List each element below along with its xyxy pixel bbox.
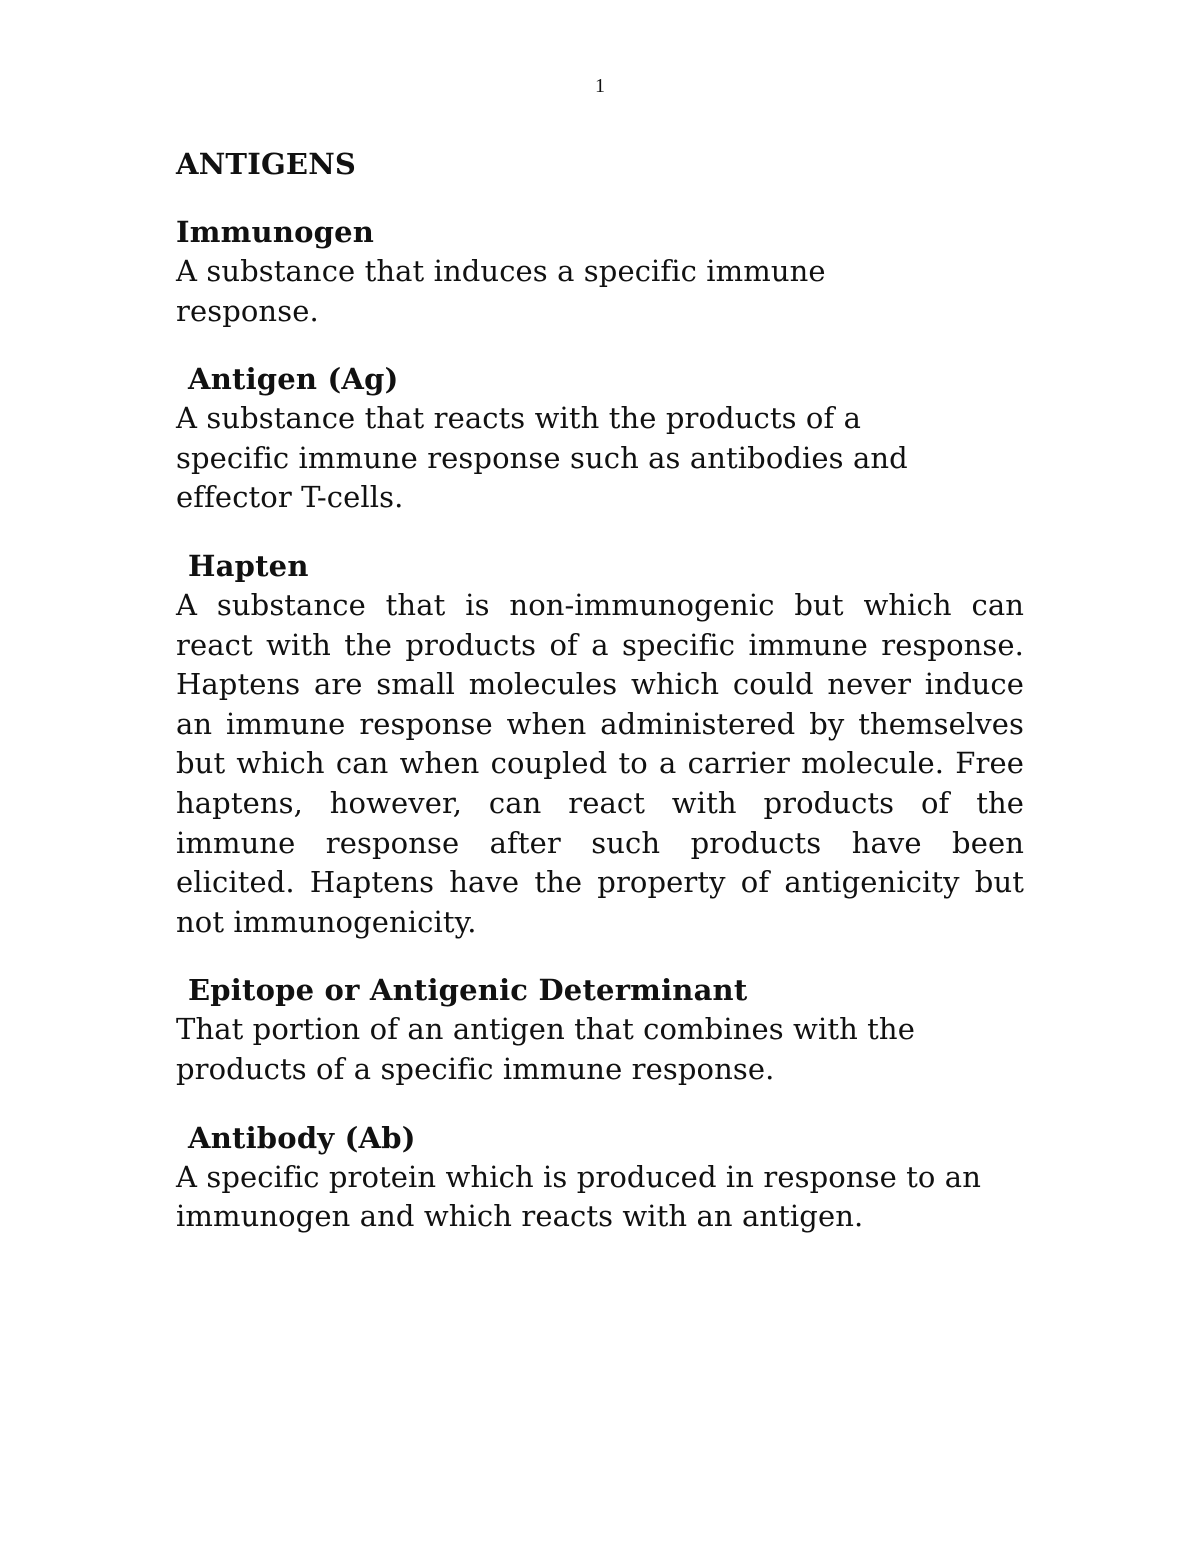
term-antibody bbox=[176, 1118, 1026, 1237]
term-heading-antigen: Antigen (Ag) bbox=[188, 362, 399, 397]
term-definition-immunogen: A substance that induces a specific immune response. bbox=[176, 254, 826, 328]
term-heading-epitope: Epitope or Antigenic Determinant bbox=[188, 973, 748, 1008]
term-heading-immunogen: Immunogen bbox=[176, 215, 375, 249]
term-hapten bbox=[176, 546, 1026, 942]
term-immunogen bbox=[176, 212, 1026, 331]
document-title: ANTIGENS bbox=[176, 147, 357, 181]
term-heading-antibody: Antibody (Ab) bbox=[188, 1120, 416, 1155]
term-antigen bbox=[176, 359, 1026, 518]
page-number: 1 bbox=[595, 75, 605, 97]
document-content bbox=[176, 144, 1026, 1237]
term-epitope bbox=[176, 970, 1026, 1089]
term-definition-hapten: A substance that is non-immunogenic but which can react with the products of a specific immune response. Haptens are small molecules which could never induce an immune response when administered by themselves but which can when coupled to a carrier molecule. Free haptens, however, can react with products of the immune response after such products have been elicited. Haptens have the property of antigenicity but not immunogenicity. bbox=[176, 587, 1024, 939]
term-definition-epitope: That portion of an antigen that combines with the products of a specific immune response. bbox=[176, 1012, 915, 1086]
term-definition-antibody: A specific protein which is produced in response to an immunogen and which reacts with an antigen. bbox=[176, 1159, 981, 1234]
term-definition-antigen: A substance that reacts with the products of a specific immune response such as antibodies and effector T-cells. bbox=[176, 401, 908, 515]
term-heading-hapten: Hapten bbox=[188, 548, 309, 583]
